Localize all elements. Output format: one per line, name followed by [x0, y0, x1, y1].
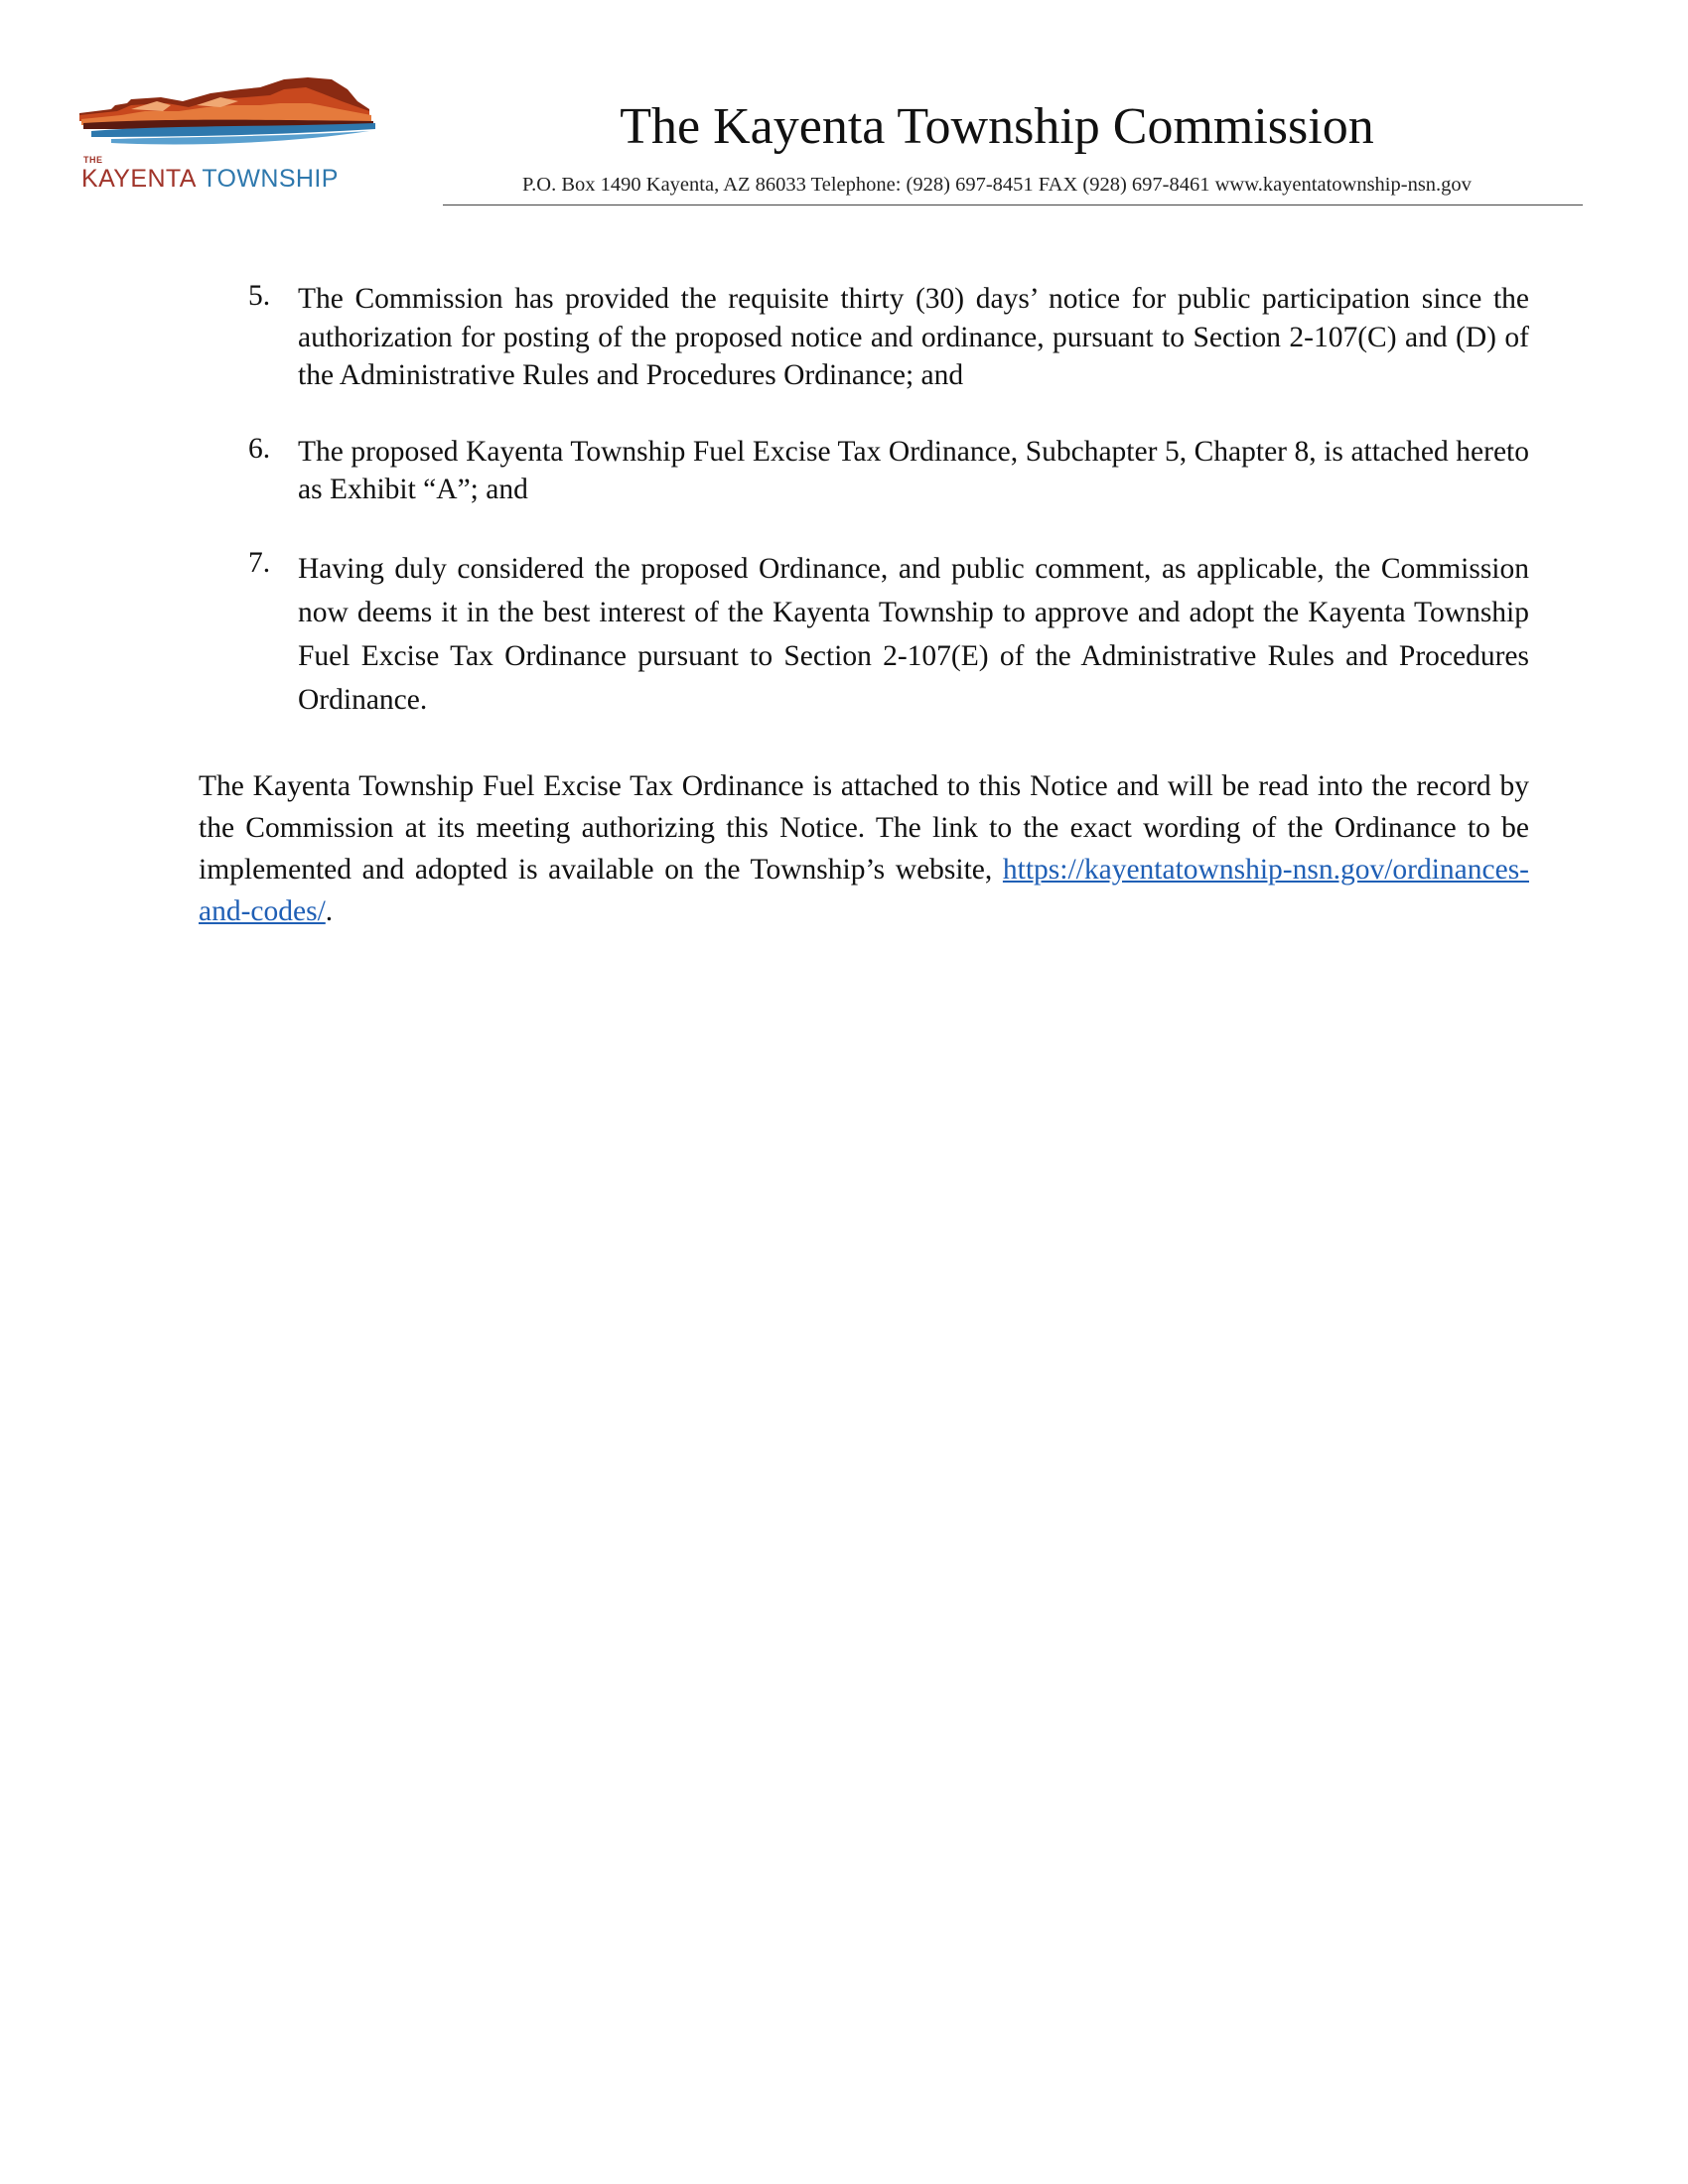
clause-text: The Commission has provided the requisite thirty (30) days’ notice for public participation since the authorization for posting of the proposed notice and ordinance, pursuant to Section 2-107(C) and (D) of the Administrative Rules and Procedures Ordinance; and — [298, 283, 1529, 391]
letterhead — [0, 0, 1688, 218]
document-body — [199, 280, 1529, 932]
clause-item — [199, 280, 1529, 395]
closing-paragraph — [199, 765, 1529, 932]
closing-text: The Kayenta Township Fuel Excise Tax Ordinance is attached to this Notice and will be read into the record by the Commission at its meeting authorizing this Notice. The link to the exact wording of the Ordinance to be implemented and adopted is available on the Township’s website, — [199, 769, 1529, 886]
clause-text: The proposed Kayenta Township Fuel Excise Tax Ordinance, Subchapter 5, Chapter 8, is attached hereto as Exhibit “A”; and — [298, 435, 1529, 505]
logo-wordmark — [81, 165, 339, 194]
letterhead-contact-line: P.O. Box 1490 Kayenta, AZ 86033 Telephone: (928) 697-8451 FAX (928) 697-8461 www.kayentatownship-nsn.gov — [522, 174, 1472, 196]
clause-item — [199, 433, 1529, 509]
numbered-clauses — [199, 280, 1529, 722]
logo-small-text: THE — [83, 155, 103, 165]
ordinances-link[interactable]: https://kayentatownship-nsn.gov/ordinances-and-codes/ — [199, 853, 1529, 927]
clause-text: Having duly considered the proposed Ordinance, and public comment, as applicable, the Commission now deems it in the best interest of the Kayenta Township to approve and adopt the Kayenta Township Fuel Excise Tax Ordinance pursuant to Section 2-107(E) of the Administrative Rules and Procedures Ordinance. — [298, 552, 1529, 716]
mesa-landscape-icon — [71, 75, 381, 159]
clause-number: 5. — [248, 280, 271, 312]
clause-number: 6. — [248, 432, 271, 465]
closing-period: . — [325, 894, 334, 927]
logo-wordmark-part1: KAYENTA — [81, 165, 196, 193]
logo-wordmark-part2: TOWNSHIP — [202, 165, 339, 193]
clause-number: 7. — [248, 546, 271, 579]
clause-item — [199, 547, 1529, 722]
kayenta-township-logo — [71, 75, 381, 199]
letterhead-title: The Kayenta Township Commission — [620, 98, 1374, 155]
